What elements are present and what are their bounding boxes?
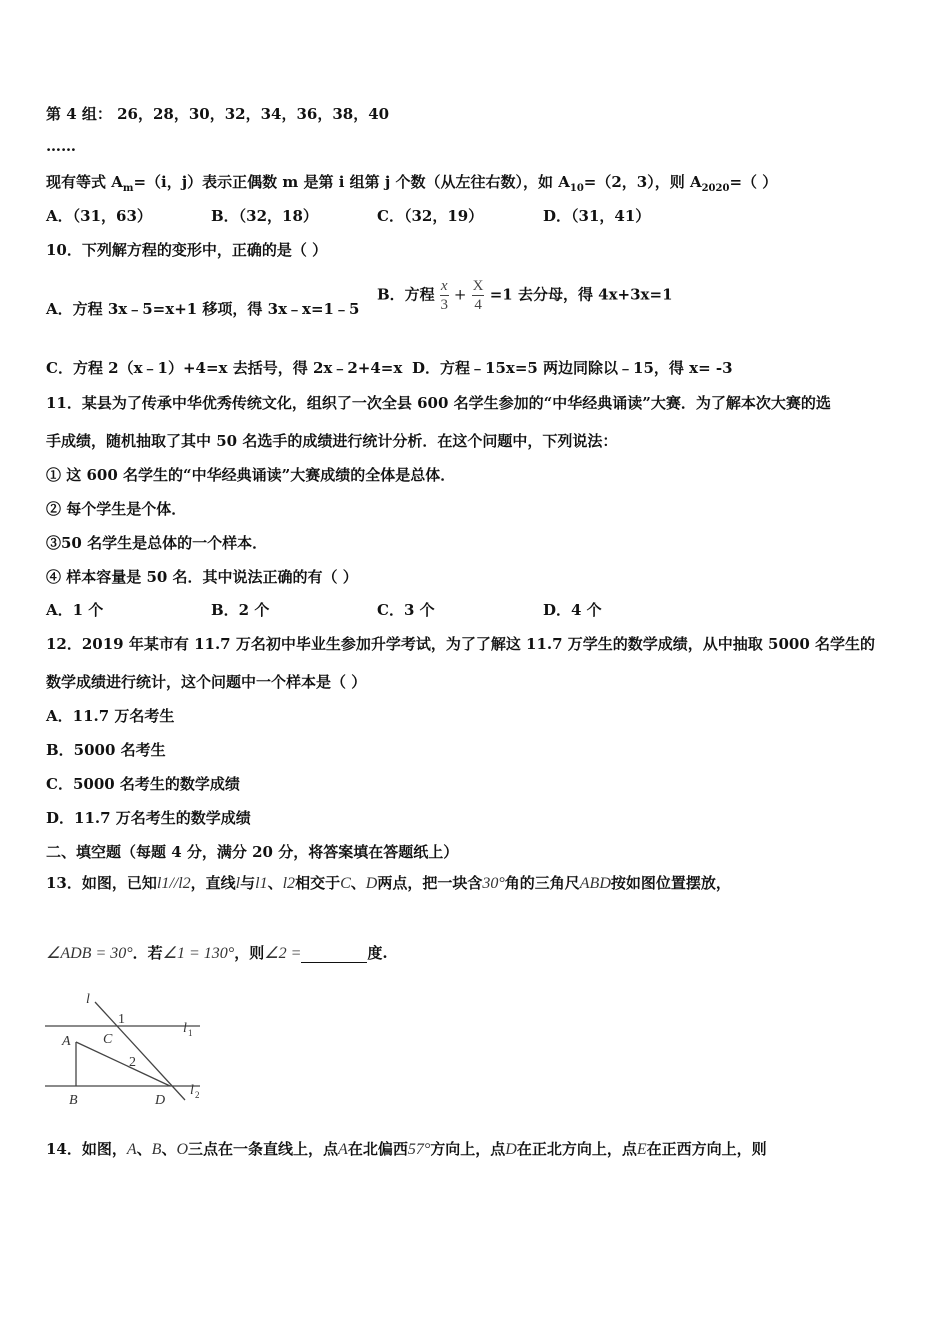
q12-stem-line2: 数学成绩进行统计，这个问题中一个样本是（ ） bbox=[46, 673, 367, 691]
q10-option-b-post: =1 去分母，得 4x+3x=1 bbox=[489, 285, 673, 304]
q13-p11: ，则 bbox=[234, 944, 265, 962]
q14-m1: A bbox=[126, 1141, 137, 1158]
q11-option-b: B．2 个 bbox=[211, 601, 270, 619]
q13-p2: ，直线 bbox=[190, 874, 236, 892]
fraction-x-over-4 bbox=[472, 277, 485, 314]
q11-stem-line2: 手成绩，随机抽取了其中 50 名选手的成绩进行统计分析．在这个问题中，下列说法： bbox=[46, 432, 618, 450]
q14-p1: 14．如图， bbox=[46, 1140, 127, 1158]
q13-stem-line2 bbox=[46, 942, 388, 963]
q11-statement-2: ② 每个学生是个体． bbox=[46, 500, 187, 518]
q12-option-d: D．11.7 万名考生的数学成绩 bbox=[46, 809, 251, 827]
q11-option-c: C．3 个 bbox=[377, 601, 435, 619]
q11-statement-1: ① 这 600 名学生的“中华经典诵读”大赛成绩的全体是总体． bbox=[46, 466, 456, 484]
label-a: A bbox=[62, 1034, 71, 1049]
q13-m7: 30° bbox=[482, 875, 505, 892]
q10-option-d: D．方程﹣15x=5 两边同除以﹣15，得 x= -3 bbox=[412, 359, 733, 377]
q9-ellipsis: …… bbox=[46, 137, 76, 155]
q14-p5: 在北偏西 bbox=[347, 1140, 408, 1158]
label-l2-sub: 2 bbox=[195, 1090, 200, 1100]
q14-m7: E bbox=[636, 1141, 647, 1158]
q9-sub-2020: 2020 bbox=[701, 183, 730, 194]
q9-stem-d: =（ ） bbox=[729, 173, 778, 191]
q13-p8: 角的三角尺 bbox=[504, 874, 580, 892]
q13-m5: C bbox=[340, 875, 351, 892]
frac2-num: X bbox=[472, 278, 484, 294]
q13-p9: 按如图位置摆放， bbox=[610, 874, 731, 892]
q12-stem-line1: 12．2019 年某市有 11.7 万名初中毕业生参加升学考试，为了了解这 11.7 万学生的数学成绩，从中抽取 5000 名学生的 bbox=[46, 635, 875, 653]
q9-option-a: A．（31，63） bbox=[46, 207, 152, 225]
q10-option-c: C．方程 2（x﹣1）+4=x 去括号，得 2x﹣2+4=x bbox=[46, 359, 403, 377]
q13-p5: 相交于 bbox=[295, 874, 341, 892]
label-b: B bbox=[69, 1093, 78, 1108]
label-angle-2: 2 bbox=[129, 1055, 136, 1070]
q9-sub-10: 10 bbox=[569, 183, 584, 194]
q13-geometry-figure bbox=[40, 990, 220, 1110]
q11-statement-3: ③50 名学生是总体的一个样本． bbox=[46, 534, 268, 552]
q9-option-b: B．（32，18） bbox=[211, 207, 318, 225]
q13-m3: l1 bbox=[255, 875, 268, 892]
q13-p3: 与 bbox=[240, 874, 256, 892]
answer-blank[interactable] bbox=[301, 948, 367, 963]
q9-sub-m: m bbox=[122, 183, 134, 194]
q10-option-b bbox=[377, 277, 673, 314]
q13-m10: ∠1 = 130° bbox=[162, 945, 235, 962]
frac1-den: 3 bbox=[440, 297, 448, 313]
q14-p7: 在正北方向上，点 bbox=[516, 1140, 637, 1158]
label-l1: l bbox=[183, 1021, 187, 1036]
plus-sign: + bbox=[453, 285, 467, 304]
q13-m11: ∠2 = bbox=[264, 945, 302, 962]
q13-p1: 13．如图，已知 bbox=[46, 874, 157, 892]
q13-m2: l bbox=[235, 875, 241, 892]
q14-p2: 、 bbox=[136, 1140, 152, 1158]
label-d: D bbox=[155, 1093, 166, 1108]
q10-option-b-pre: B．方程 bbox=[377, 285, 435, 304]
q12-option-c: C．5000 名考生的数学成绩 bbox=[46, 775, 240, 793]
q13-m8: ABD bbox=[579, 875, 611, 892]
triangle-side-ad bbox=[76, 1042, 170, 1086]
q14-m2: B bbox=[151, 1141, 162, 1158]
label-angle-1: 1 bbox=[118, 1012, 125, 1027]
section-heading: 二、填空题（每题 4 分，满分 20 分，将答案填在答题纸上） bbox=[46, 843, 459, 861]
label-l1-sub: 1 bbox=[188, 1028, 193, 1038]
frac1-num: x bbox=[440, 278, 448, 294]
q13-m6: D bbox=[365, 875, 378, 892]
label-c: C bbox=[103, 1032, 113, 1047]
q14-m4: A bbox=[338, 1141, 348, 1158]
fraction-x-over-3 bbox=[440, 277, 449, 314]
q12-option-a: A．11.7 万名考生 bbox=[46, 707, 175, 725]
q9-stem-b: =（i，j）表示正偶数 m 是第 i 组第 j 个数（从左往右数），如 A bbox=[133, 173, 570, 191]
q14-p6: 方向上，点 bbox=[430, 1140, 506, 1158]
q9-stem bbox=[46, 171, 777, 194]
q11-option-d: D．4 个 bbox=[543, 601, 602, 619]
q10-option-a: A．方程 3x﹣5=x+1 移项，得 3x﹣x=1﹣5 bbox=[46, 300, 360, 318]
q13-m1: l1//l2 bbox=[156, 875, 191, 892]
q9-stem-a: 现有等式 A bbox=[46, 173, 123, 191]
q11-statement-4: ④ 样本容量是 50 名．其中说法正确的有（ ） bbox=[46, 568, 358, 586]
frac2-den: 4 bbox=[474, 297, 482, 313]
q13-p12: 度. bbox=[367, 944, 388, 962]
q9-group4: 第 4 组： 26，28，30，32，34，36，38，40 bbox=[46, 105, 390, 123]
q13-stem-line1 bbox=[46, 872, 731, 893]
q14-m3: O bbox=[176, 1141, 189, 1158]
line-l bbox=[95, 1002, 185, 1100]
q14-p4: 三点在一条直线上，点 bbox=[188, 1140, 339, 1158]
q9-option-d: D．（31，41） bbox=[543, 207, 651, 225]
q14-m6: D bbox=[505, 1141, 517, 1158]
q13-m4: l2 bbox=[282, 875, 296, 892]
q13-m9: ∠ADB = 30° bbox=[46, 945, 133, 962]
q13-p6: 、 bbox=[350, 874, 366, 892]
q13-p4: 、 bbox=[267, 874, 283, 892]
q14-stem bbox=[46, 1138, 767, 1159]
label-l: l bbox=[86, 992, 90, 1007]
q9-option-c: C．（32，19） bbox=[377, 207, 484, 225]
q14-m5: 57° bbox=[407, 1141, 431, 1158]
label-l2: l bbox=[190, 1083, 194, 1098]
q11-option-a: A．1 个 bbox=[46, 601, 104, 619]
q13-p7: 两点，把一块含 bbox=[377, 874, 483, 892]
q11-stem-line1: 11．某县为了传承中华优秀传统文化，组织了一次全县 600 名学生参加的“中华经典诵读”大赛．为了解本次大赛的选 bbox=[46, 394, 831, 412]
q13-p10: ．若 bbox=[132, 944, 163, 962]
q12-option-b: B．5000 名考生 bbox=[46, 741, 166, 759]
q14-p3: 、 bbox=[161, 1140, 177, 1158]
q10-stem: 10．下列解方程的变形中，正确的是（ ） bbox=[46, 241, 328, 259]
q14-p8: 在正西方向上，则 bbox=[646, 1140, 767, 1158]
q9-stem-c: =（2，3），则 A bbox=[583, 173, 702, 191]
